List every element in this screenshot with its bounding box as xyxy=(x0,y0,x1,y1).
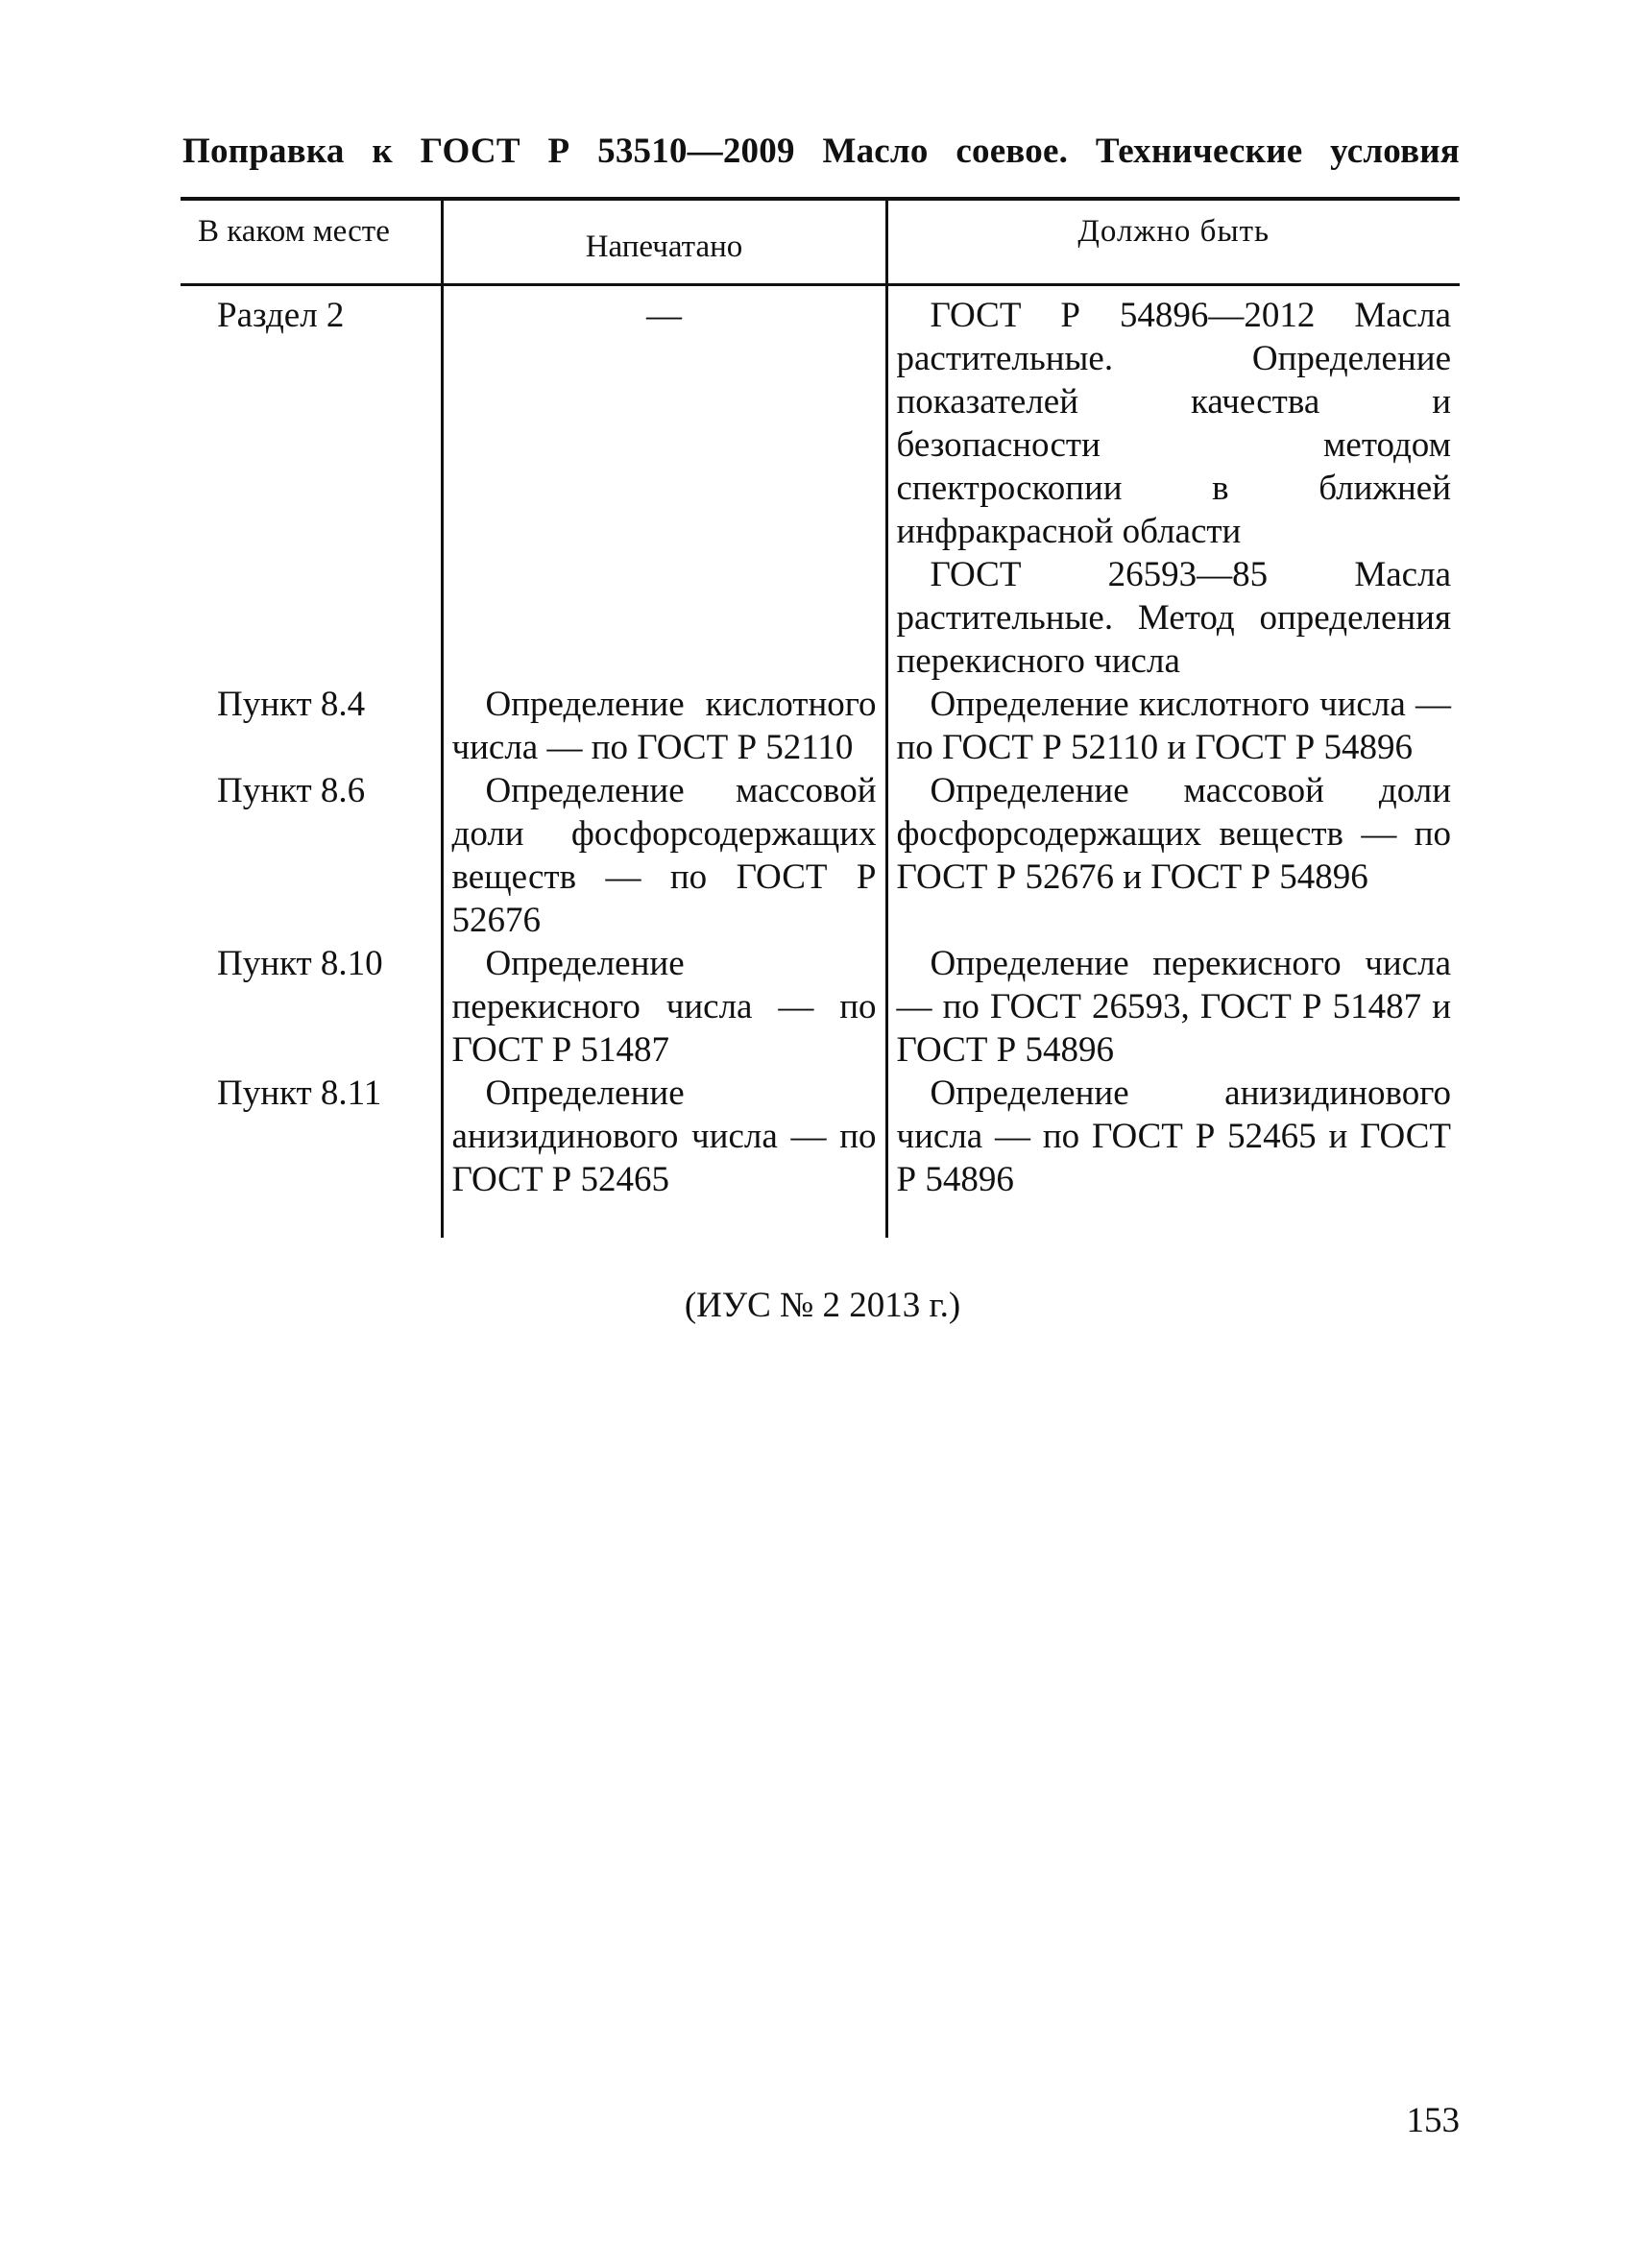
cell-correct xyxy=(886,1072,1460,1238)
cell-printed: — xyxy=(442,285,886,684)
table-row xyxy=(181,285,1460,684)
printed-paragraph: Определение массовой доли фосфорсодержащих веществ — по ГОСТ Р 52676 xyxy=(451,771,877,940)
column-header-place: В каком месте xyxy=(181,199,442,285)
correct-paragraph: Определение кислотного числа — по ГОСТ Р 52110 и ГОСТ Р 54896 xyxy=(896,685,1451,767)
printed-paragraph: Определение кислотного числа — по ГОСТ Р 52110 xyxy=(451,685,877,767)
cell-place: Пункт 8.11 xyxy=(217,1074,382,1113)
cell-place: Раздел 2 xyxy=(217,296,345,335)
cell-printed xyxy=(442,683,886,769)
correct-paragraph: Определение перекисного числа — по ГОСТ 26593, ГОСТ Р 51487 и ГОСТ Р 54896 xyxy=(896,944,1451,1070)
table-row xyxy=(181,1072,1460,1238)
source-note: (ИУС № 2 2013 г.) xyxy=(684,1286,961,1325)
cell-correct xyxy=(886,769,1460,942)
column-header-printed: Напечатано xyxy=(442,199,886,285)
correct-paragraph: ГОСТ Р 54896—2012 Масла растительные. Определение показателей качества и безопасности методом спектроскопии в ближней инфракрасной области xyxy=(896,296,1451,551)
table-row xyxy=(181,769,1460,942)
printed-paragraph: Определение анизидинового числа — по ГОСТ Р 52465 xyxy=(451,1074,877,1199)
cell-place: Пункт 8.6 xyxy=(217,771,366,810)
cell-printed xyxy=(442,942,886,1072)
cell-correct xyxy=(886,285,1460,684)
document-title: Поправка к ГОСТ Р 53510—2009 Масло соевое. Технические условия xyxy=(182,132,1460,171)
cell-place: Пункт 8.10 xyxy=(217,944,383,983)
table-row xyxy=(181,942,1460,1072)
correct-paragraph: Определение анизидинового числа — по ГОСТ Р 52465 и ГОСТ Р 54896 xyxy=(896,1074,1451,1199)
correct-paragraph: Определение массовой доли фосфорсодержащих веществ — по ГОСТ Р 52676 и ГОСТ Р 54896 xyxy=(896,771,1451,897)
amendment-table xyxy=(181,197,1460,1238)
column-header-correct: Должно быть xyxy=(886,199,1460,285)
cell-printed xyxy=(442,769,886,942)
cell-printed xyxy=(442,1072,886,1238)
table-header-row xyxy=(181,199,1460,285)
page-number: 153 xyxy=(1406,2101,1460,2140)
cell-correct xyxy=(886,683,1460,769)
table-row xyxy=(181,683,1460,769)
cell-place: Пункт 8.4 xyxy=(217,685,366,724)
cell-correct xyxy=(886,942,1460,1072)
printed-paragraph: Определение перекисного числа — по ГОСТ Р 51487 xyxy=(451,944,877,1070)
correct-paragraph: ГОСТ 26593—85 Масла растительные. Метод определения перекисного числа xyxy=(896,555,1451,681)
